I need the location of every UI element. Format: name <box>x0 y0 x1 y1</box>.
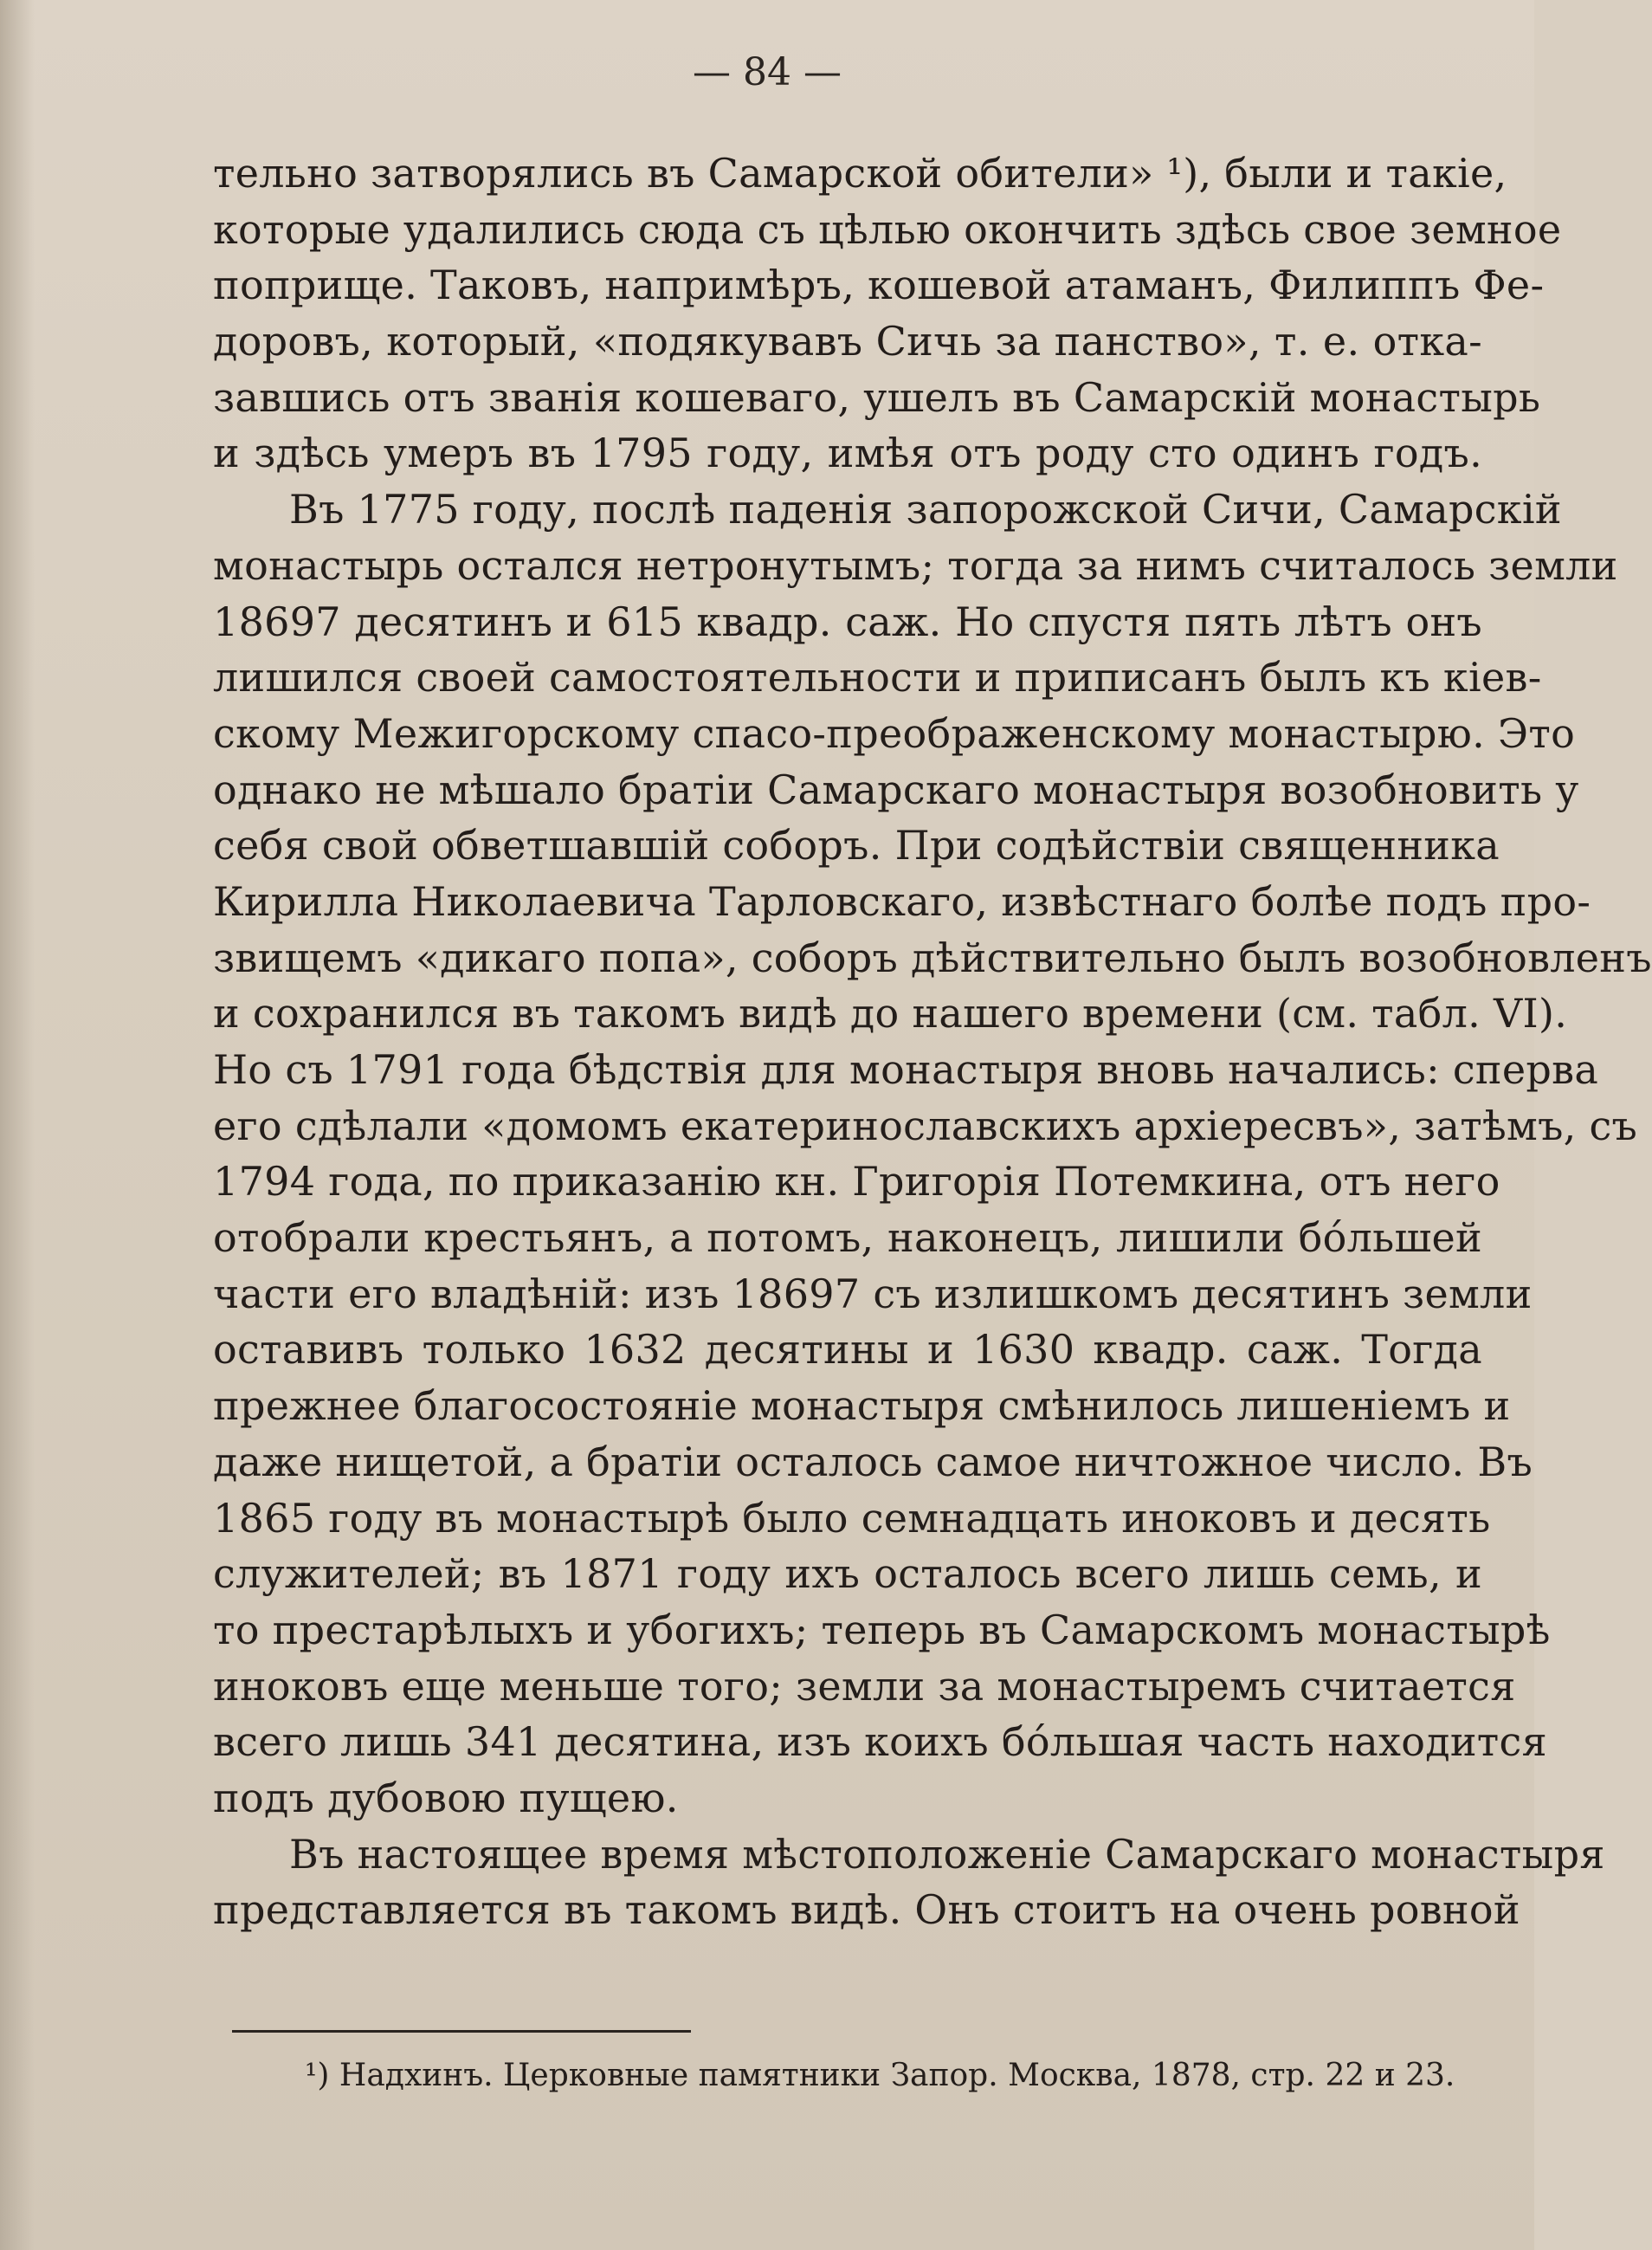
footnote: ¹) Надхинъ. Церковные памятники Запор. Москва, 1878, стр. 22 и 23. <box>305 2058 1455 2093</box>
text-line-5: завшись отъ званія кошеваго, ушелъ въ Самарскій монастырь <box>213 373 1541 421</box>
text-line-9: 18697 десятинъ и 615 квадр. саж. Но спустя пять лѣтъ онъ <box>213 598 1482 645</box>
text-line-13: себя свой обветшавшій соборъ. При содѣйствіи священника <box>213 822 1500 870</box>
text-line-1: тельно затворялись въ Самарской обители» ¹), были и такіе, <box>213 150 1507 197</box>
text-line-21: части его владѣній: изъ 18697 съ излишкомъ десятинъ земли <box>213 1270 1533 1317</box>
text-line-29: всего лишь 341 десятина, изъ коихъ бóльшая часть находится <box>213 1718 1547 1766</box>
text-line-20: отобрали крестьянъ, а потомъ, наконецъ, лишили бóльшей <box>213 1214 1482 1262</box>
text-line-2: которые удалились сюда съ цѣлью окончить здѣсь свое земное <box>213 205 1562 253</box>
text-line-16: и сохранился въ такомъ видѣ до нашего времени (см. табл. VI). <box>213 990 1568 1038</box>
text-line-19: 1794 года, по приказанію кн. Григорія Потемкина, отъ него <box>213 1158 1500 1206</box>
text-line-6: и здѣсь умеръ въ 1795 году, имѣя отъ роду сто одинъ годъ. <box>213 430 1482 477</box>
text-line-15: звищемъ «дикаго попа», соборъ дѣйствительно былъ возобновленъ <box>213 934 1652 981</box>
text-line-18: его сдѣлали «домомъ екатеринославскихъ архіересвъ», затѣмъ, съ <box>213 1102 1638 1149</box>
text-line-30: подъ дубовою пущею. <box>213 1774 679 1821</box>
text-line-7: Въ 1775 году, послѣ паденія запорожской Сичи, Самарскій <box>289 486 1562 533</box>
text-line-10: лишился своей самостоятельности и приписанъ былъ къ кіев- <box>213 654 1542 702</box>
text-line-28: иноковъ еще меньше того; земли за монастыремъ считается <box>213 1662 1516 1710</box>
text-line-11: скому Межигорскому спасо-преображенскому монастырю. Это <box>213 709 1576 757</box>
text-line-22: оставивъ только 1632 десятины и 1630 квадр. саж. Тогда <box>213 1326 1482 1374</box>
text-line-27: то престарѣлыхъ и убогихъ; теперь въ Самарскомъ монастырѣ <box>213 1606 1551 1653</box>
text-line-12: однако не мѣшало братіи Самарскаго монастыря возобновить у <box>213 766 1579 813</box>
page-gutter-shadow <box>0 0 35 2250</box>
body-text <box>213 145 1652 1938</box>
text-line-8: монастырь остался нетронутымъ; тогда за нимъ считалось земли <box>213 541 1618 589</box>
text-line-24: даже нищетой, а братіи осталось самое ничтожное число. Въ <box>213 1438 1533 1485</box>
text-line-31: Въ настоящее время мѣстоположеніе Самарскаго монастыря <box>289 1830 1605 1878</box>
text-line-17: Но съ 1791 года бѣдствія для монастыря вновь начались: сперва <box>213 1046 1599 1093</box>
text-line-14: Кирилла Николаевича Тарловскаго, извѣстнаго болѣе подъ про- <box>213 877 1591 925</box>
text-line-4: доровъ, который, «подякувавъ Сичь за панство», т. е. отка- <box>213 318 1482 365</box>
text-line-32: представляется въ такомъ видѣ. Онъ стоитъ на очень ровной <box>213 1886 1520 1934</box>
text-line-25: 1865 году въ монастырѣ было семнадцать иноковъ и десять <box>213 1494 1491 1542</box>
page-number: — 84 — <box>693 50 842 94</box>
text-line-26: служителей; въ 1871 году ихъ осталось всего лишь семь, и <box>213 1550 1482 1598</box>
text-line-23: прежнее благосостояніе монастыря смѣнилось лишеніемъ и <box>213 1382 1511 1430</box>
footnote-divider <box>232 2030 691 2033</box>
text-line-3: поприще. Таковъ, напримѣръ, кошевой атаманъ, Филиппъ Фе- <box>213 262 1545 309</box>
